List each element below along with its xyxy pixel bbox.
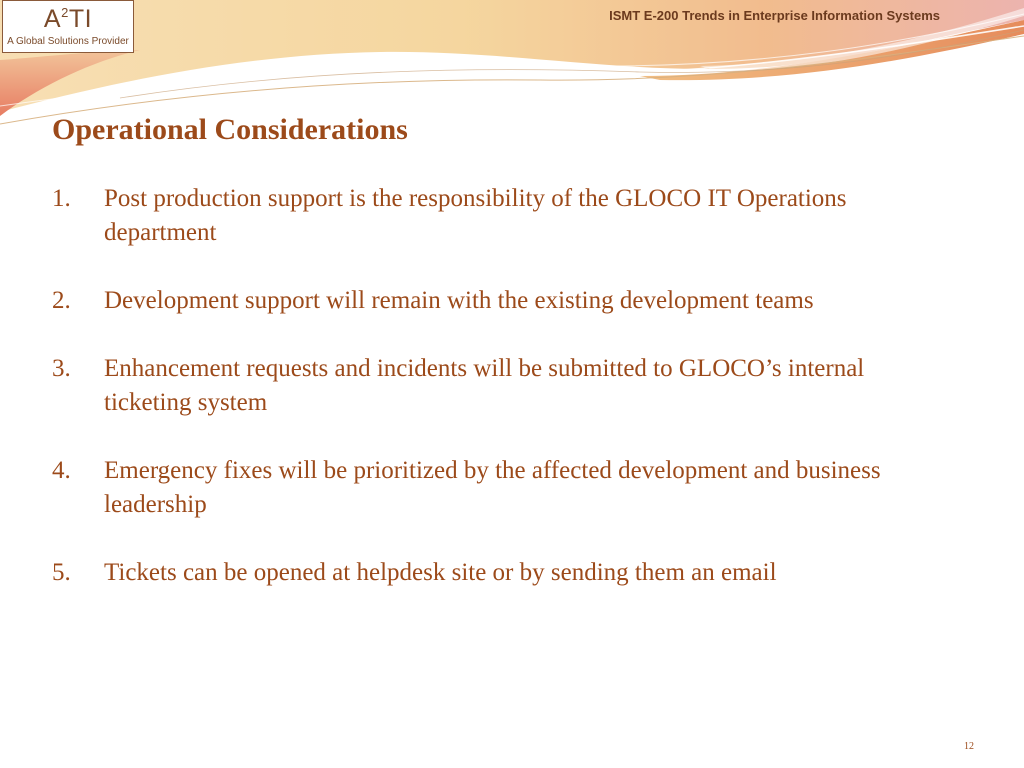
list-item-text: Tickets can be opened at helpdesk site or by sending them an email	[104, 559, 777, 586]
slide-number: 12	[964, 741, 974, 752]
slide-title: Operational Considerations	[52, 113, 408, 146]
list-item-number: 2.	[52, 287, 71, 314]
list-item-text: Post production support is the responsibility of the GLOCO IT Operations department	[104, 185, 847, 246]
list-item-number: 3.	[52, 355, 71, 382]
list-item	[52, 556, 952, 590]
list-item-number: 5.	[52, 559, 71, 586]
list-item-number: 4.	[52, 457, 71, 484]
considerations-list	[52, 182, 952, 624]
logo-mark: $A^2TI$	[43, 5, 93, 33]
list-item-number: 1.	[52, 185, 71, 212]
list-item-text: Development support will remain with the existing development teams	[104, 287, 814, 314]
list-item	[52, 352, 952, 420]
list-item-text: Emergency fixes will be prioritized by the affected development and business leadership	[104, 457, 881, 518]
list-item-text: Enhancement requests and incidents will be submitted to GLOCO’s internal ticketing system	[104, 355, 865, 416]
company-logo	[2, 0, 134, 53]
course-title: ISMT E-200 Trends in Enterprise Information Systems	[609, 8, 940, 23]
list-item	[52, 454, 952, 522]
list-item	[52, 182, 952, 250]
list-item	[52, 284, 952, 318]
logo-tagline: A Global Solutions Provider	[7, 36, 129, 47]
